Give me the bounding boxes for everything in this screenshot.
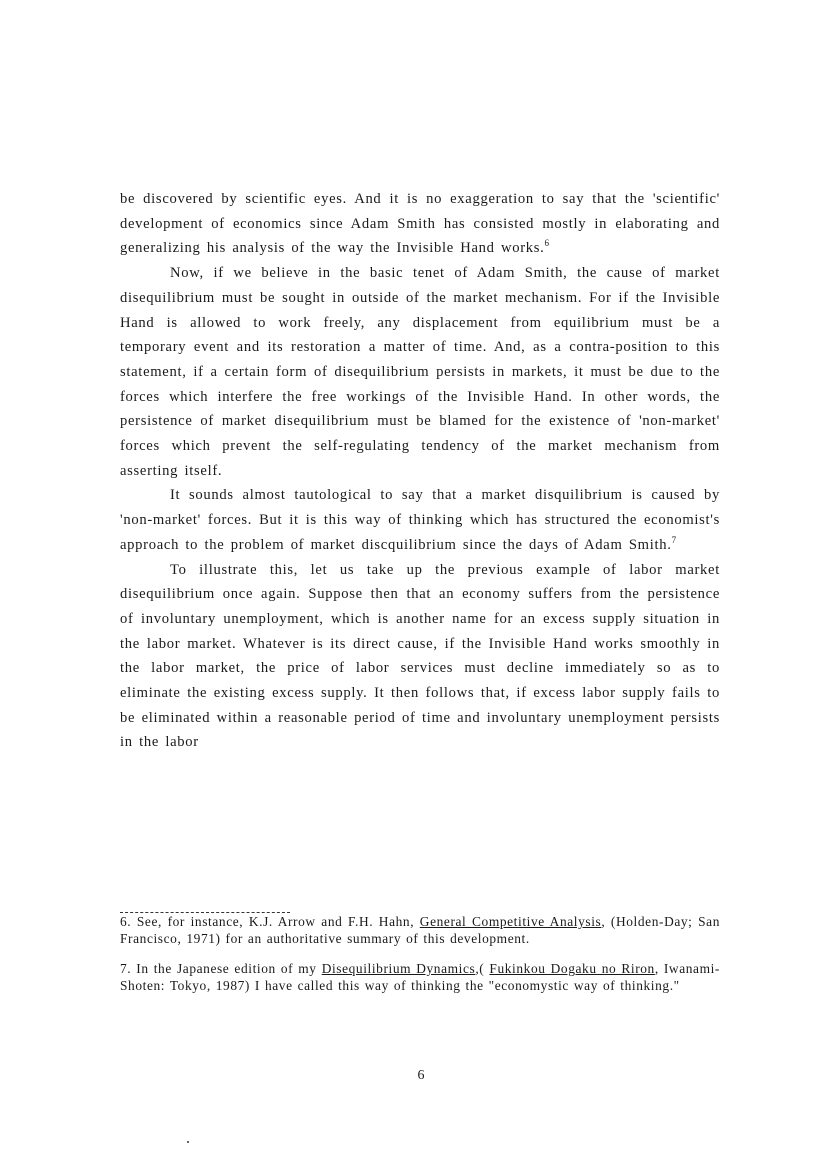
book-title: General Competitive Analysis [419, 914, 602, 929]
paragraph-1: be discovered by scientific eyes. And it is no exaggeration to say that the 'scientific' development of economics since Adam Smith has consisted mostly in elaborating and generalizing his analysis of the way the Invisible Hand works.$^6$ [120, 191, 720, 257]
footnotes [120, 914, 720, 1008]
footnote-ref-7: 7 [671, 534, 677, 545]
body-text [120, 187, 720, 755]
book-title-japanese: Fukinkou Dogaku no Riron [489, 961, 655, 977]
footnote-separator [120, 912, 290, 913]
paragraph-2: Now, if we believe in the basic tenet of Adam Smith, the cause of market disequilibrium must be sought in outside of the market mechanism. For if the Invisible Hand is allowed to work freely, any displacement from equilibrium must be a temporary event and its restoration a matter of time. And, as a contra-position to this statement, if a certain form of disequilibrium persists in markets, it must be due to the forces which interfere the free workings of the Invisible Hand. In other words, the persistence of market disequilibrium must be blamed for the existence of 'non-market' forces which prevent the self-regulating tendency of the market mechanism from asserting itself. [120, 265, 720, 479]
page-number: 6 [417, 1068, 425, 1083]
footnote-7: 7. In the Japanese edition of my Disequilibrium Dynamics,( Fukinkou Dogaku no Riron, Iwanami-Shoten: Tokyo, 1987) I have called this way of thinking the "economystic way of thinking." [120, 961, 720, 993]
book-title: Disequilibrium Dynamics [321, 961, 476, 977]
scan-speck [187, 1141, 189, 1143]
footnote-6: 6. See, for instance, K.J. Arrow and F.H. Hahn, General Competitive Analysis, (Holden-Day; San Francisco, 1971) for an authoritative summary of this development. [120, 914, 721, 946]
paragraph-4: To illustrate this, let us take up the previous example of labor market disequilibrium once again. Suppose then that an economy suffers from the persistence of involuntary unemployment, which is another name for an excess supply situation in the labor market. Whatever is its direct cause, if the Invisible Hand works smoothly in the labor market, the price of labor services must decline immediately so as to eliminate the existing excess supply. It then follows that, if excess labor supply fails to be eliminated within a reasonable period of time and involuntary unemployment persists in the labor [120, 561, 720, 751]
paragraph-3: It sounds almost tautological to say that a market disquilibrium is caused by 'non-market' forces. But it is this way of thinking which has structured the economist's approach to the problem of market discquilibrium since the days of Adam Smith.$^7$ [120, 487, 720, 553]
footnote-ref-6: 6 [544, 238, 550, 249]
